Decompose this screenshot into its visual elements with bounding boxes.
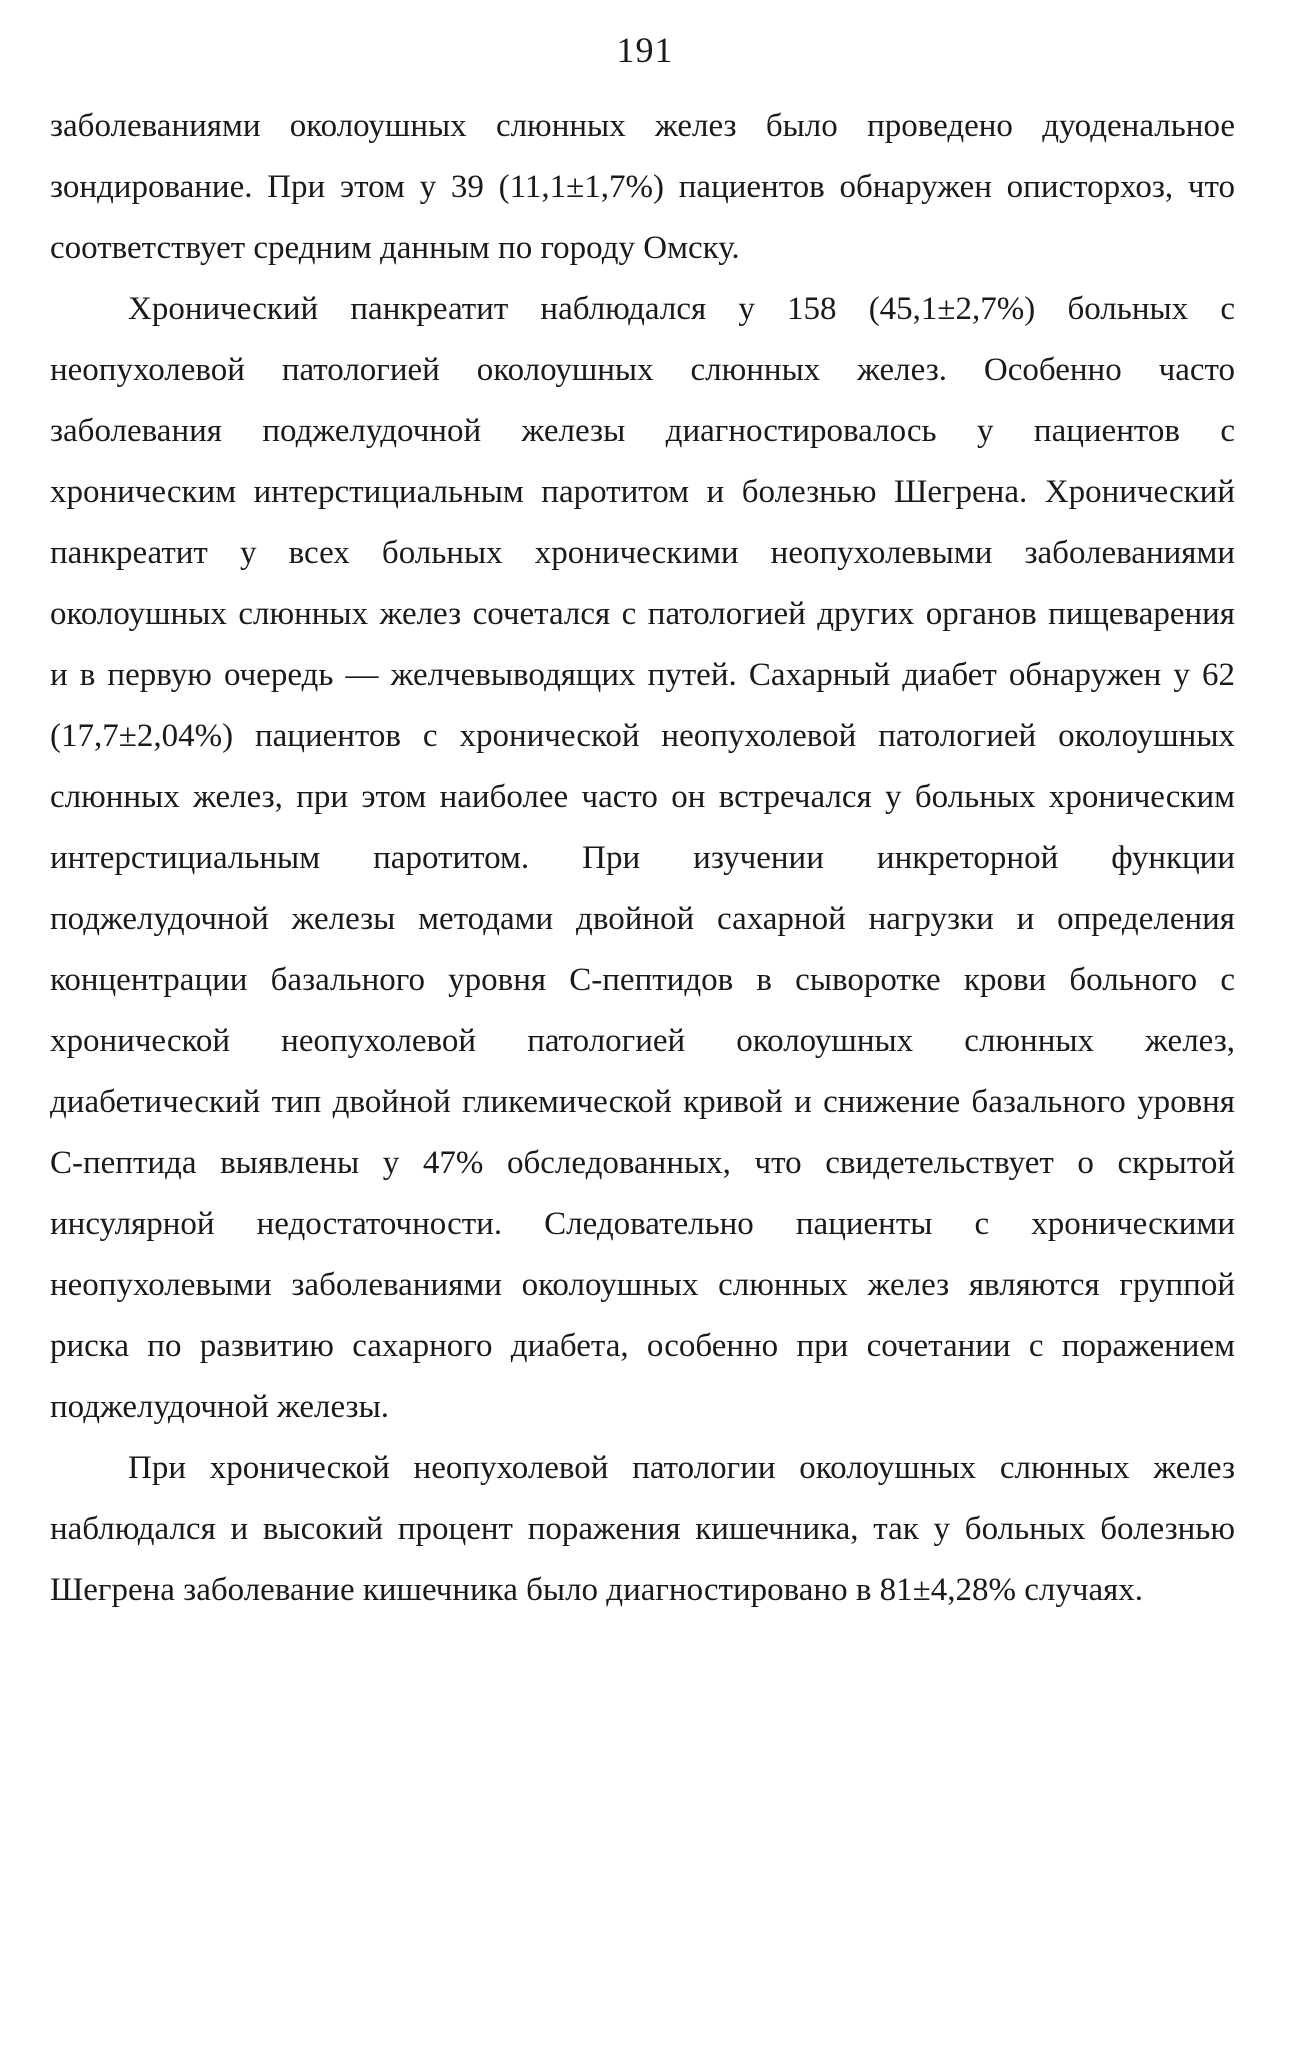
paragraph-pancreatitis: Хронический панкреатит наблюдался у 158 (45,1±2,7%) больных с неопухолевой патологией околоушных слюнных желез. Особенно часто заболевания поджелудочной железы диагностировалось у пациентов с хроническим интерстициальным паротитом и болезнью Шегрена. Хронический панкреатит у всех больных хроническими неопухолевыми заболеваниями околоушных слюнных желез сочетался с патологией других органов пищеварения и в первую очередь — желчевыводящих путей. Сахарный диабет обнаружен у 62 (17,7±2,04%) пациентов с хронической неопухолевой патологией околоушных слюнных желез, при этом наиболее часто он встречался у больных хроническим интерстициальным паротитом. При изучении инкреторной функции поджелудочной железы методами двойной сахарной нагрузки и определения концентрации базального уровня С-пептидов в сыворотке крови больного с хронической неопухолевой патологией околоушных слюнных желез, диабетический тип двойной гликемической кривой и снижение базального уровня С-пептида выявлены у 47% обследованных, что свидетельствует о скрытой инсулярной недостаточности. Следовательно пациенты с хроническими неопухолевыми заболеваниями околоушных слюнных желез являются группой риска по развитию сахарного диабета, особенно при сочетании с поражением поджелудочной железы. (50, 291, 1235, 1425)
paragraph-intestine: При хронической неопухолевой патологии околоушных слюнных желез наблюдался и высокий процент поражения кишечника, так у больных болезнью Шегрена заболевание кишечника было диагностировано в 81±4,28% случаях. (50, 1450, 1235, 1608)
paragraph-continuation: заболеваниями околоушных слюнных желез было проведено дуоденальное зондирование. При этом у 39 (11,1±1,7%) пациентов обнаружен описторхоз, что соответствует средним данным по городу Омску. (50, 108, 1235, 266)
body-text (50, 96, 1235, 1621)
page-number: 191 (616, 30, 674, 70)
